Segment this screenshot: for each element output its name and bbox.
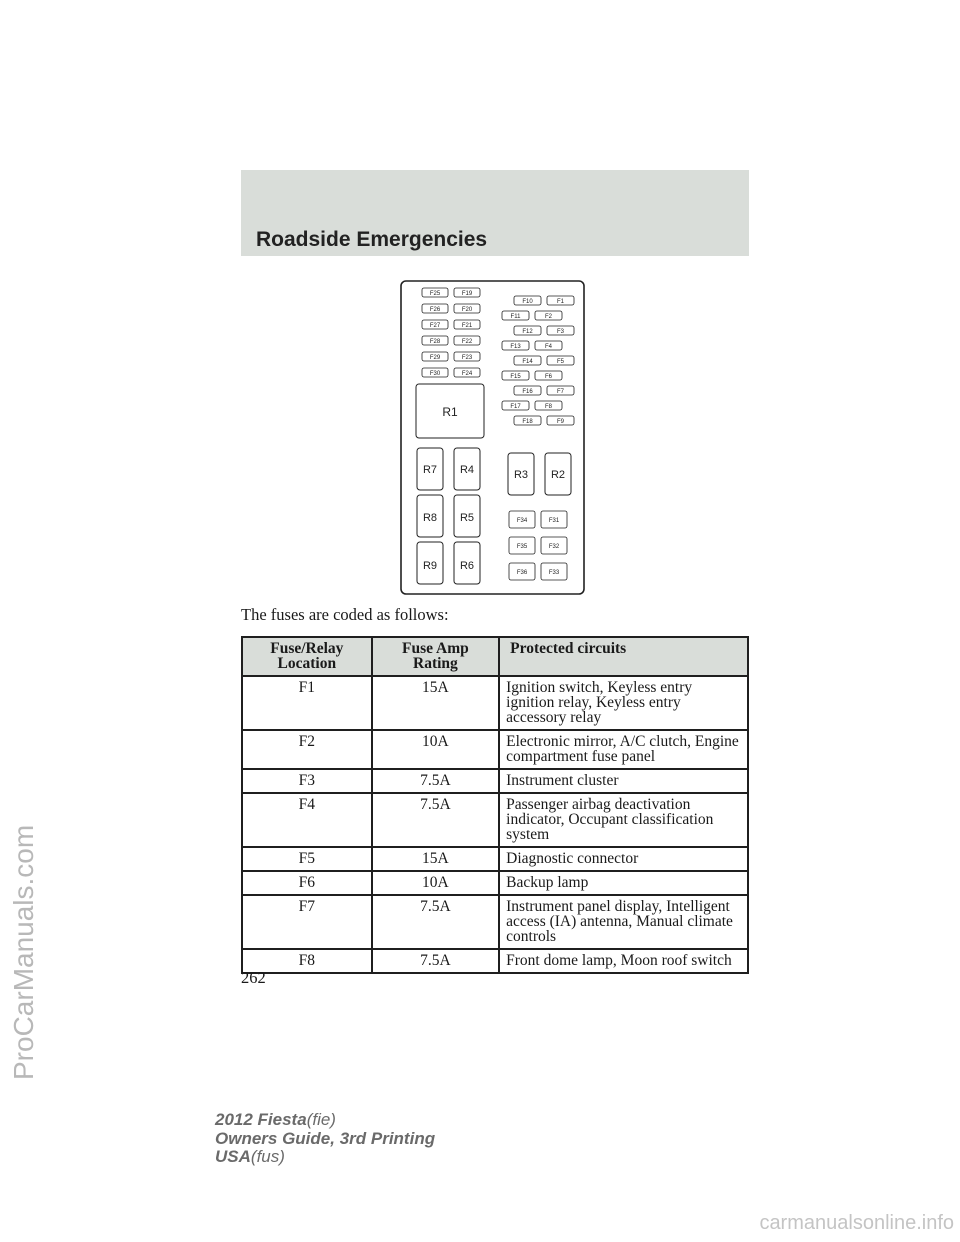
side-watermark: ProCarManuals.com (8, 824, 39, 1080)
fuse-label: F27 (429, 323, 441, 329)
footer-market-code: (fus) (250, 1147, 285, 1166)
cell-amp-rating: 7.5A (372, 949, 499, 973)
intro-text: The fuses are coded as follows: (241, 605, 449, 624)
cell-amp-rating: 7.5A (372, 769, 499, 793)
page-number: 262 (241, 968, 266, 987)
cell-circuits: Front dome lamp, Moon roof switch (499, 949, 748, 973)
cell-circuits: Instrument cluster (499, 769, 748, 793)
fuse-table (241, 636, 749, 974)
fuse-label: F13 (510, 344, 521, 350)
cell-amp-rating: 7.5A (372, 793, 499, 847)
table-row (242, 793, 748, 847)
cell-circuits: Passenger airbag deactivation indicator, Occupant classification system (499, 793, 748, 847)
table-row (242, 871, 748, 895)
cell-circuits: Ignition switch, Keyless entry ignition relay, Keyless entry accessory relay (499, 676, 748, 730)
footer-line-3 (215, 1148, 435, 1167)
table-row (242, 676, 748, 730)
fuse-label: F34 (516, 518, 528, 524)
section-title: Roadside Emergencies (256, 228, 488, 251)
fuse-label: F6 (544, 374, 553, 380)
fuse-label: F30 (429, 371, 441, 377)
table-row (242, 949, 748, 973)
table-row (242, 769, 748, 793)
cell-amp-rating: 15A (372, 847, 499, 871)
footer-line-1 (215, 1111, 435, 1130)
cell-location: F4 (242, 793, 372, 847)
column-header-location: Fuse/Relay Location (242, 637, 372, 676)
fuse-label: F7 (556, 389, 565, 395)
cell-location: F2 (242, 730, 372, 769)
table-row (242, 895, 748, 949)
column-header-amp-rating: Fuse Amp Rating (372, 637, 499, 676)
footer-model-code: (fie) (306, 1110, 336, 1129)
bottom-watermark: carmanualsonline.info (759, 1212, 954, 1234)
fuse-label: F21 (461, 323, 473, 329)
relay-label: R5 (459, 512, 475, 524)
cell-location: F1 (242, 676, 372, 730)
fuse-label: F1 (556, 299, 565, 305)
fuse-label: F16 (522, 389, 533, 395)
footer-model: 2012 Fiesta (215, 1110, 307, 1129)
fuse-label: F32 (548, 544, 560, 550)
footer-line-2: Owners Guide, 3rd Printing (215, 1128, 436, 1148)
fuse-label: F4 (544, 344, 553, 350)
relay-label: R9 (422, 560, 438, 572)
fuse-label: F24 (461, 371, 473, 377)
fuse-label: F12 (522, 329, 533, 335)
fuse-label: F8 (544, 404, 553, 410)
cell-circuits: Diagnostic connector (499, 847, 748, 871)
cell-location: F3 (242, 769, 372, 793)
cell-amp-rating: 7.5A (372, 895, 499, 949)
relay-label: R3 (513, 469, 529, 481)
table-header-row (242, 637, 748, 676)
fuse-label: F29 (429, 355, 441, 361)
fuse-label: F20 (461, 307, 473, 313)
fuse-label: F18 (522, 419, 533, 425)
relay-label: R7 (422, 464, 438, 476)
column-header-circuits: Protected circuits (499, 637, 748, 676)
relay-label: R8 (422, 512, 438, 524)
cell-circuits: Backup lamp (499, 871, 748, 895)
fuse-label: F26 (429, 307, 441, 313)
relay-label: R6 (459, 560, 475, 572)
table-row (242, 847, 748, 871)
fuse-label: F5 (556, 359, 565, 365)
fuse-label: F14 (522, 359, 533, 365)
cell-location: F7 (242, 895, 372, 949)
cell-amp-rating: 10A (372, 730, 499, 769)
cell-circuits: Electronic mirror, A/C clutch, Engine compartment fuse panel (499, 730, 748, 769)
relay-label: R1 (442, 405, 458, 419)
footer-market: USA (215, 1147, 251, 1166)
relay-label: R2 (550, 469, 566, 481)
fuse-label: F33 (548, 570, 560, 576)
fuse-label: F17 (510, 404, 521, 410)
fuse-label: F22 (461, 339, 473, 345)
cell-location: F6 (242, 871, 372, 895)
cell-location: F5 (242, 847, 372, 871)
fuse-label: F19 (461, 291, 473, 297)
fuse-label: F11 (510, 314, 521, 320)
fuse-label: F10 (522, 299, 533, 305)
fuse-label: F36 (516, 570, 528, 576)
cell-circuits: Instrument panel display, Intelligent access (IA) antenna, Manual climate controls (499, 895, 748, 949)
cell-location: F8 (242, 949, 372, 973)
fuse-label: F28 (429, 339, 441, 345)
fuse-label: F23 (461, 355, 473, 361)
fuse-label: F3 (556, 329, 565, 335)
fuse-panel-diagram (400, 280, 585, 595)
cell-amp-rating: 15A (372, 676, 499, 730)
footer (215, 1111, 435, 1167)
cell-amp-rating: 10A (372, 871, 499, 895)
fuse-label: F9 (556, 419, 565, 425)
fuse-label: F25 (429, 291, 441, 297)
table-row (242, 730, 748, 769)
fuse-label: F2 (544, 314, 553, 320)
fuse-label: F15 (510, 374, 521, 380)
relay-label: R4 (459, 464, 475, 476)
fuse-panel-svg (400, 280, 585, 595)
fuse-label: F31 (548, 518, 560, 524)
fuse-label: F35 (516, 544, 528, 550)
